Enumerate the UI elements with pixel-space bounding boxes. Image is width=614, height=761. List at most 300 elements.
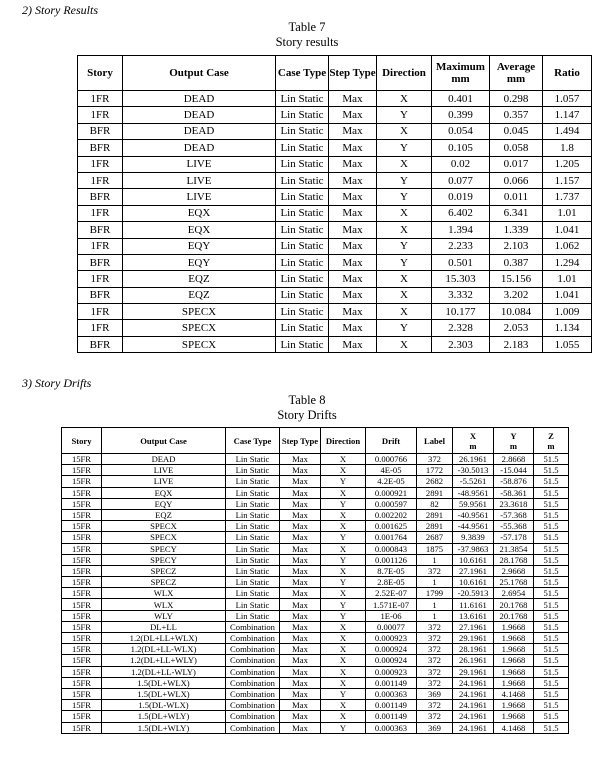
direction-cell: Y [321,610,366,621]
direction-cell: X [321,487,366,498]
table8-header-drift: Drift [366,428,417,454]
maximum-cell: 0.401 [432,91,490,107]
table7-header-average-unit: mm [506,73,526,85]
story-results-table [77,55,592,353]
story-cell: 15FR [62,722,102,733]
case-type-cell: Lin Static [226,532,280,543]
direction-cell: X [377,304,432,320]
ratio-cell: 1.147 [543,107,592,123]
table7-header-maximum [432,56,490,91]
step-type-cell: Max [280,722,321,733]
label-cell: 2891 [417,509,453,520]
story-cell: BFR [78,222,123,238]
ratio-cell: 1.057 [543,91,592,107]
x-cell: 29.1961 [453,633,494,644]
table8-header-row [62,428,569,454]
output-case-cell: 1.5(DL+WLX) [102,688,226,699]
step-type-cell: Max [280,577,321,588]
story-cell: BFR [78,254,123,270]
output-case-cell: 1.2(DL+LL-WLY) [102,666,226,677]
direction-cell: X [321,588,366,599]
story-cell: 1FR [78,172,123,188]
x-cell: 27.1961 [453,621,494,632]
y-cell: 4.1468 [494,722,534,733]
case-type-cell: Combination [226,666,280,677]
output-case-cell: SPECY [102,543,226,554]
step-type-cell: Max [329,238,377,254]
ratio-cell: 1.055 [543,336,592,352]
case-type-cell: Lin Static [226,487,280,498]
x-cell: 29.1961 [453,666,494,677]
story-cell: BFR [78,336,123,352]
direction-cell: X [377,222,432,238]
story-cell: 15FR [62,577,102,588]
z-cell: 51.5 [534,498,569,509]
table8-title: Story Drifts [277,408,337,422]
section-heading-story-drifts: 3) Story Drifts [22,376,92,390]
drift-cell: 0.000923 [366,666,417,677]
y-cell: -57.178 [494,532,534,543]
average-cell: 3.202 [490,287,543,303]
drift-cell: 0.001126 [366,554,417,565]
y-cell: 2.8668 [494,454,534,465]
table8-header-y [494,428,534,454]
z-cell: 51.5 [534,722,569,733]
drift-cell: 0.002202 [366,509,417,520]
maximum-cell: 0.105 [432,140,490,156]
step-type-cell: Max [329,320,377,336]
ratio-cell: 1.01 [543,271,592,287]
output-case-cell: SPECX [123,336,276,352]
output-case-cell: DEAD [123,123,276,139]
ratio-cell: 1.8 [543,140,592,156]
step-type-cell: Max [280,487,321,498]
label-cell: 1 [417,577,453,588]
output-case-cell: 1.5(DL-WLX) [102,700,226,711]
average-cell: 0.066 [490,172,543,188]
x-cell: 24.1961 [453,722,494,733]
x-cell: -44.9561 [453,521,494,532]
ratio-cell: 1.009 [543,304,592,320]
maximum-cell: 10.177 [432,304,490,320]
direction-cell: Y [321,532,366,543]
y-cell: 1.9668 [494,711,534,722]
table-row [78,140,592,156]
table-row [78,222,592,238]
ratio-cell: 1.157 [543,172,592,188]
direction-cell: Y [321,688,366,699]
label-cell: 372 [417,565,453,576]
y-cell: 1.9668 [494,621,534,632]
story-cell: 1FR [78,238,123,254]
table-row [62,711,569,722]
z-cell: 51.5 [534,677,569,688]
output-case-cell: SPECX [123,320,276,336]
y-cell: -58.876 [494,476,534,487]
maximum-cell: 6.402 [432,205,490,221]
z-cell: 51.5 [534,588,569,599]
y-cell: 1.9668 [494,666,534,677]
table-row [62,487,569,498]
direction-cell: X [321,700,366,711]
table-row [62,722,569,733]
direction-cell: X [321,521,366,532]
table8-header-output-case: Output Case [102,428,226,454]
story-drifts-table [61,427,569,734]
case-type-cell: Combination [226,711,280,722]
case-type-cell: Lin Static [226,565,280,576]
step-type-cell: Max [329,107,377,123]
case-type-cell: Combination [226,621,280,632]
y-cell: 4.1468 [494,688,534,699]
story-cell: 15FR [62,521,102,532]
case-type-cell: Lin Static [276,320,329,336]
case-type-cell: Combination [226,677,280,688]
table8-header-z-unit: m [547,440,555,451]
label-cell: 372 [417,677,453,688]
story-cell: 1FR [78,320,123,336]
story-cell: 15FR [62,498,102,509]
step-type-cell: Max [280,509,321,520]
story-cell: 15FR [62,554,102,565]
case-type-cell: Lin Static [276,156,329,172]
story-cell: 15FR [62,487,102,498]
table-row [62,577,569,588]
story-cell: 15FR [62,644,102,655]
table8-header-y-label: Y [510,430,517,441]
step-type-cell: Max [280,532,321,543]
label-cell: 2891 [417,521,453,532]
step-type-cell: Max [280,621,321,632]
maximum-cell: 2.303 [432,336,490,352]
y-cell: -15.044 [494,465,534,476]
ratio-cell: 1.294 [543,254,592,270]
output-case-cell: SPECX [102,532,226,543]
direction-cell: X [377,123,432,139]
drift-cell: 0.000923 [366,633,417,644]
table-row [62,655,569,666]
direction-cell: X [321,465,366,476]
output-case-cell: DEAD [123,107,276,123]
ratio-cell: 1.062 [543,238,592,254]
story-cell: 15FR [62,633,102,644]
story-cell: 1FR [78,107,123,123]
direction-cell: X [321,621,366,632]
label-cell: 372 [417,644,453,655]
output-case-cell: SPECY [102,554,226,565]
table-row [62,532,569,543]
output-case-cell: DL+LL [102,621,226,632]
step-type-cell: Max [280,465,321,476]
table-row [62,588,569,599]
z-cell: 51.5 [534,633,569,644]
table-row [62,688,569,699]
story-cell: 1FR [78,304,123,320]
table7-header-step-type: Step Type [329,56,377,91]
maximum-cell: 0.02 [432,156,490,172]
z-cell: 51.5 [534,700,569,711]
step-type-cell: Max [329,172,377,188]
story-cell: 15FR [62,688,102,699]
z-cell: 51.5 [534,565,569,576]
table-row [62,700,569,711]
table-row [62,644,569,655]
x-cell: 26.1961 [453,454,494,465]
drift-cell: 0.000363 [366,688,417,699]
maximum-cell: 1.394 [432,222,490,238]
y-cell: 20.1768 [494,610,534,621]
table-row [62,465,569,476]
step-type-cell: Max [329,304,377,320]
story-cell: 15FR [62,610,102,621]
direction-cell: X [321,633,366,644]
output-case-cell: SPECX [102,521,226,532]
table8-header-step-type: Step Type [280,428,321,454]
y-cell: 23.3618 [494,498,534,509]
case-type-cell: Lin Static [226,577,280,588]
table-row [78,254,592,270]
direction-cell: Y [377,189,432,205]
x-cell: 28.1961 [453,644,494,655]
step-type-cell: Max [280,476,321,487]
ratio-cell: 1.01 [543,205,592,221]
table7-header-maximum-label: Maximum [436,61,485,73]
drift-cell: 0.001625 [366,521,417,532]
output-case-cell: 1.5(DL+WLX) [102,677,226,688]
table-row [62,554,569,565]
y-cell: -55.368 [494,521,534,532]
output-case-cell: DEAD [123,140,276,156]
direction-cell: Y [377,107,432,123]
table-row [78,107,592,123]
output-case-cell: 1.2(DL+LL+WLY) [102,655,226,666]
step-type-cell: Max [329,156,377,172]
direction-cell: X [321,655,366,666]
y-cell: 20.1768 [494,599,534,610]
maximum-cell: 2.328 [432,320,490,336]
case-type-cell: Lin Static [276,336,329,352]
output-case-cell: 1.5(DL+WLY) [102,722,226,733]
label-cell: 372 [417,666,453,677]
label-cell: 2687 [417,532,453,543]
x-cell: -30.5013 [453,465,494,476]
story-cell: 15FR [62,532,102,543]
story-cell: 1FR [78,156,123,172]
table-row [62,565,569,576]
label-cell: 1 [417,554,453,565]
story-cell: 15FR [62,465,102,476]
drift-cell: 0.001764 [366,532,417,543]
case-type-cell: Lin Static [276,271,329,287]
ratio-cell: 1.494 [543,123,592,139]
z-cell: 51.5 [534,465,569,476]
step-type-cell: Max [329,140,377,156]
z-cell: 51.5 [534,711,569,722]
label-cell: 369 [417,688,453,699]
direction-cell: X [321,454,366,465]
average-cell: 0.058 [490,140,543,156]
average-cell: 15.156 [490,271,543,287]
average-cell: 2.103 [490,238,543,254]
case-type-cell: Lin Static [276,287,329,303]
output-case-cell: WLY [102,610,226,621]
table7-header-story: Story [78,56,123,91]
output-case-cell: EQY [102,498,226,509]
label-cell: 1772 [417,465,453,476]
direction-cell: X [321,509,366,520]
drift-cell: 0.001149 [366,711,417,722]
y-cell: 2.9668 [494,565,534,576]
x-cell: 11.6161 [453,599,494,610]
direction-cell: Y [377,254,432,270]
direction-cell: X [377,287,432,303]
direction-cell: Y [321,476,366,487]
direction-cell: Y [377,238,432,254]
x-cell: 10.6161 [453,554,494,565]
direction-cell: Y [321,577,366,588]
table-row [78,189,592,205]
output-case-cell: EQX [123,205,276,221]
case-type-cell: Combination [226,688,280,699]
direction-cell: X [377,205,432,221]
case-type-cell: Lin Static [226,554,280,565]
output-case-cell: EQZ [102,509,226,520]
output-case-cell: EQY [123,254,276,270]
table8-header-x [453,428,494,454]
label-cell: 1875 [417,543,453,554]
average-cell: 0.017 [490,156,543,172]
z-cell: 51.5 [534,655,569,666]
direction-cell: X [321,565,366,576]
table-row [78,304,592,320]
table-row [78,271,592,287]
direction-cell: Y [321,722,366,733]
table7-header-direction: Direction [377,56,432,91]
case-type-cell: Combination [226,633,280,644]
table8-header-z [534,428,569,454]
step-type-cell: Max [329,189,377,205]
output-case-cell: SPECZ [102,565,226,576]
drift-cell: 0.000924 [366,644,417,655]
step-type-cell: Max [280,498,321,509]
direction-cell: Y [377,172,432,188]
case-type-cell: Lin Static [276,172,329,188]
z-cell: 51.5 [534,454,569,465]
table7-header-output-case: Output Case [123,56,276,91]
z-cell: 51.5 [534,644,569,655]
table-row [78,91,592,107]
case-type-cell: Lin Static [276,91,329,107]
y-cell: 25.1768 [494,577,534,588]
z-cell: 51.5 [534,621,569,632]
x-cell: 13.6161 [453,610,494,621]
x-cell: 24.1961 [453,677,494,688]
table-row [78,336,592,352]
maximum-cell: 0.501 [432,254,490,270]
step-type-cell: Max [280,700,321,711]
direction-cell: X [377,91,432,107]
average-cell: 6.341 [490,205,543,221]
table-row [62,633,569,644]
x-cell: 9.3839 [453,532,494,543]
output-case-cell: 1.2(DL+LL-WLX) [102,644,226,655]
direction-cell: X [321,677,366,688]
step-type-cell: Max [329,91,377,107]
table7-label: Table 7 [288,20,326,34]
output-case-cell: WLX [102,588,226,599]
y-cell: -57.368 [494,509,534,520]
table-row [62,543,569,554]
output-case-cell: SPECZ [102,577,226,588]
y-cell: 28.1768 [494,554,534,565]
table7-header-average [490,56,543,91]
output-case-cell: EQX [102,487,226,498]
table8-header-label: Label [417,428,453,454]
ratio-cell: 1.041 [543,287,592,303]
drift-cell: 0.00077 [366,621,417,632]
label-cell: 372 [417,621,453,632]
case-type-cell: Lin Static [226,465,280,476]
x-cell: 24.1961 [453,711,494,722]
z-cell: 51.5 [534,599,569,610]
table-row [78,320,592,336]
label-cell: 1 [417,599,453,610]
maximum-cell: 0.019 [432,189,490,205]
z-cell: 51.5 [534,610,569,621]
story-cell: 15FR [62,476,102,487]
story-cell: 15FR [62,543,102,554]
output-case-cell: WLX [102,599,226,610]
case-type-cell: Lin Static [226,521,280,532]
drift-cell: 0.000843 [366,543,417,554]
step-type-cell: Max [280,610,321,621]
case-type-cell: Lin Static [276,222,329,238]
case-type-cell: Lin Static [226,599,280,610]
table7-header-ratio: Ratio [543,56,592,91]
output-case-cell: EQX [123,222,276,238]
x-cell: -40.9561 [453,509,494,520]
step-type-cell: Max [280,677,321,688]
direction-cell: X [321,644,366,655]
x-cell: 10.6161 [453,577,494,588]
case-type-cell: Lin Static [226,498,280,509]
table-row [78,172,592,188]
case-type-cell: Lin Static [226,588,280,599]
step-type-cell: Max [280,588,321,599]
table8-header-story: Story [62,428,102,454]
table8-header-y-unit: m [509,440,518,451]
table7-header-row [78,56,592,91]
drift-cell: 0.000597 [366,498,417,509]
case-type-cell: Lin Static [226,543,280,554]
table-row [62,677,569,688]
case-type-cell: Lin Static [276,189,329,205]
table-row [78,287,592,303]
case-type-cell: Lin Static [276,304,329,320]
z-cell: 51.5 [534,509,569,520]
table8-header-z-label: Z [548,430,554,441]
z-cell: 51.5 [534,554,569,565]
case-type-cell: Combination [226,644,280,655]
table8-header-direction: Direction [321,428,366,454]
x-cell: 24.1961 [453,688,494,699]
story-cell: 15FR [62,700,102,711]
z-cell: 51.5 [534,487,569,498]
story-cell: BFR [78,123,123,139]
table-row [62,454,569,465]
step-type-cell: Max [329,205,377,221]
case-type-cell: Lin Static [226,610,280,621]
